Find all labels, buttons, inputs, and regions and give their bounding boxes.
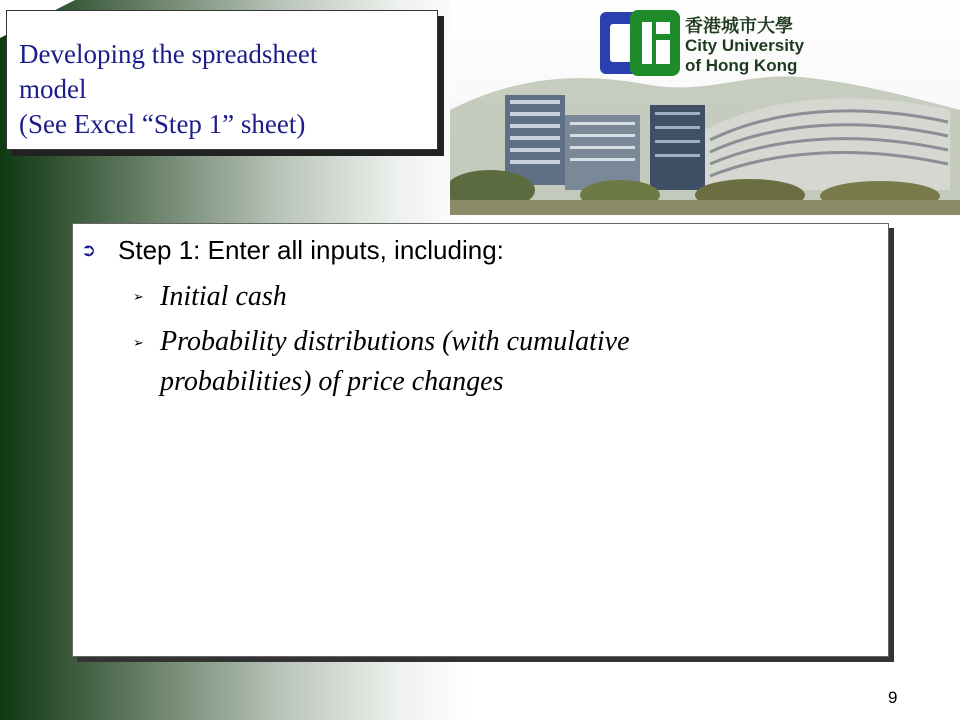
sub-bullet-text-1: Initial cash bbox=[160, 281, 287, 312]
page-number: 9 bbox=[888, 688, 898, 707]
title-line-3: (See Excel “Step 1” sheet) bbox=[19, 109, 306, 139]
sub-bullet-text-2: Probability distributions (with cumulative bbox=[160, 326, 630, 357]
title-box bbox=[6, 10, 438, 150]
main-bullet-text: Step 1: Enter all inputs, including: bbox=[118, 235, 504, 265]
logo-english-line1: City University bbox=[685, 36, 805, 55]
title-line-1: Developing the spreadsheet bbox=[19, 39, 318, 69]
sub-bullet-arrow-icon: ➢ bbox=[133, 336, 144, 351]
arrow-bullet-icon: ➲ bbox=[81, 240, 97, 261]
university-logo-icon bbox=[598, 8, 682, 80]
content-box bbox=[72, 223, 889, 657]
sub-bullet-text-2-cont: probabilities) of price changes bbox=[160, 366, 504, 397]
logo-chinese-text: 香港城市大學 bbox=[685, 16, 793, 36]
sub-bullet-arrow-icon: ➢ bbox=[133, 290, 144, 305]
title-line-2: model bbox=[19, 74, 87, 104]
logo-english-line2: of Hong Kong bbox=[685, 56, 798, 75]
